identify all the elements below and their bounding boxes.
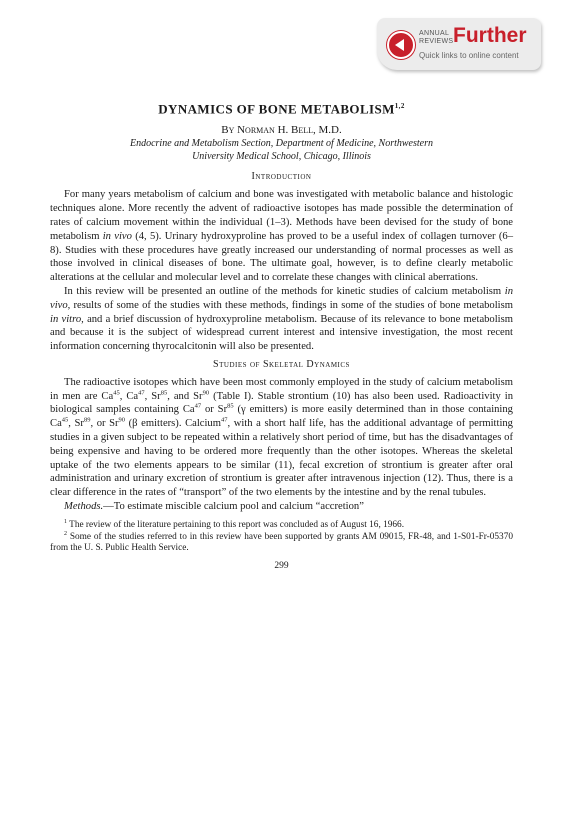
footnotes <box>50 520 513 555</box>
page-number: 299 <box>274 561 289 572</box>
affiliation: Endocrine and Metabolism Section, Department of Medicine, Northwestern University Medical School, Chicago, Illinois <box>129 138 433 162</box>
article-title: DYNAMICS OF BONE METABOLISM$^{1,2}$ <box>158 101 405 117</box>
article-page <box>50 98 513 571</box>
badge-subtitle: Quick links to online content <box>419 51 519 60</box>
footnote-1: $^1$ The review of the literature pertaining to this report was concluded as of August 16, 1966. <box>64 518 405 530</box>
badge-annual-reviews: ANNUAL REVIEWS <box>419 30 454 45</box>
further-badge[interactable] <box>377 18 541 70</box>
skeletal-paragraph-2: Methods.—To estimate miscible calcium pool and calcium “accretion” <box>64 501 364 513</box>
title-footnote-marker: 1,2 <box>394 102 405 110</box>
footnote-2: $^2$ Some of the studies referred to in this review have been supported by grants AM 09015, FR-48, and 1-S01-Fr-05370 from the U. S. Public Health Service. <box>50 530 513 554</box>
section-heading-skeletal-dynamics: Studies of Skeletal Dynamics <box>213 358 350 370</box>
skeletal-paragraph-1: The radioactive isotopes which have been most commonly employed in the study of calcium metabolism in men are Ca$^{45}$, Ca$^{47}$, Sr$^{85}$, and Sr$^{90}$ (Table I). Stable strontium (10) has also been used. Radioactivity in biological samples containing Ca$^{47}$ or Sr$^{85}$ (γ emitters) is more easily determined than in those containing Ca$^{45}$, Sr$^{89}$, or Sr$^{90}$ (β emitters). Calcium$^{47}$, with a short half life, has the additional advantage of permitting studies in a given subject to be repeated within a relatively short period of time, but has the disadvantages of being expensive and having to be ordered more frequently than the other isotopes. Whereas the skeletal uptake of the two elements appears to be similar (11), fecal excretion of strontium is greater after oral administration and urinary excretion of strontium is greater after intravenous injection (12). Thus, there is a clear difference in the rates of “transport” of the two elements by the intestine and by the renal tubules. <box>50 376 514 499</box>
section-heading-introduction: Introduction <box>251 171 312 183</box>
author-line: By Norman H. Bell, M.D. <box>221 124 342 137</box>
intro-paragraph-2: In this review will be presented an outline of the methods for kinetic studies of calcium metabolism in vivo, results of some of the studies with these methods, findings in some of the studies of bone metabolism in vitro, and a brief discussion of hydroxyproline metabolism. Because of its relevance to bone metabolism and because it is the subject of widespread current interest and intensive investigation, the most recent information concerning thyrocalcitonin will also be presented. <box>50 285 513 353</box>
badge-further-label: Further <box>453 24 527 47</box>
play-arrow-icon <box>387 31 415 59</box>
intro-paragraph-1: For many years metabolism of calcium and bone was investigated with metabolic balance and histologic techniques alone. More recently the advent of radioactive isotopes has made possible the determination of rates of calcium movement within the individual (1–3). Methods have been devised for the study of bone metabolism in vivo (4, 5). Urinary hydroxyproline has proved to be a useful index of collagen turnover (6–8). Studies with these procedures have greatly increased our understanding of normal processes as well as those involved in clinical diseases of bone. The ultimate goal, however, is to define clearly metabolic alterations at the cellular and molecular level and to correlate these changes with clinical aberrations. <box>50 189 513 284</box>
